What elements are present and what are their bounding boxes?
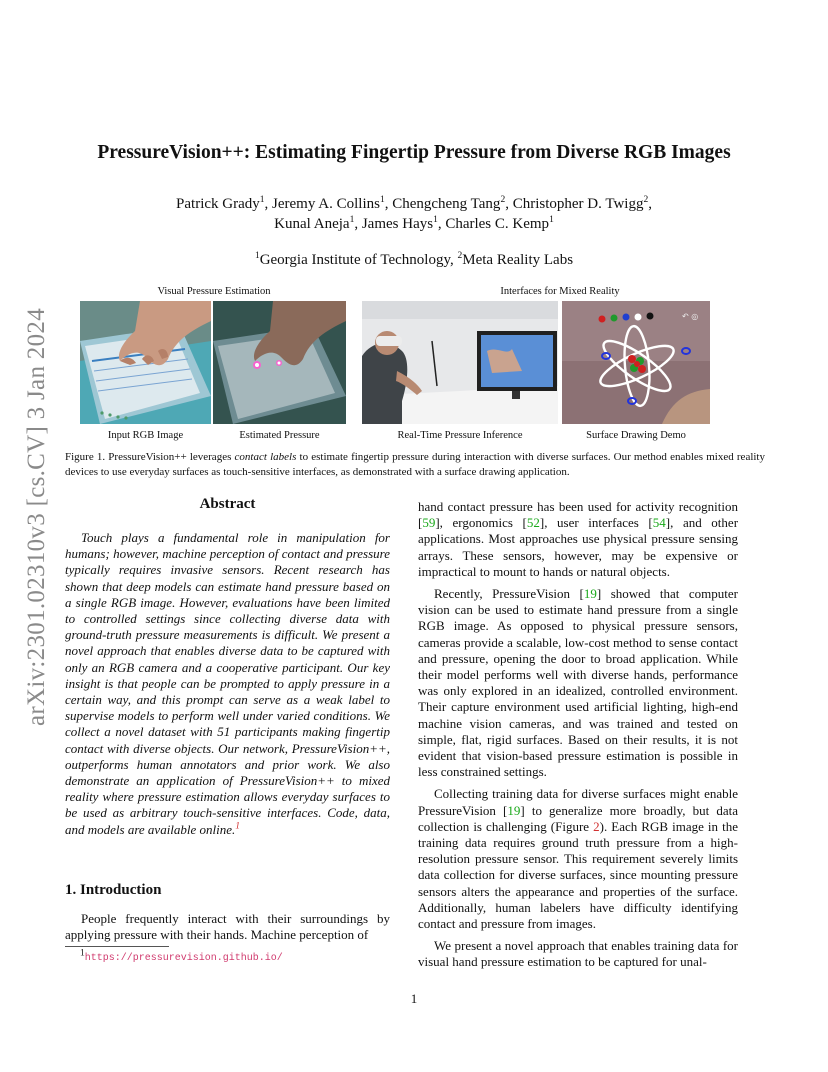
author: Patrick Grady$^1$, [176,195,273,212]
author-line-2 [90,214,738,234]
author: James Hays$^1$, [361,215,446,232]
surface-drawing-image [562,301,710,424]
estimated-pressure-image [213,301,346,424]
figure-caption: Figure 1. PressureVision++ leverages contact labels to estimate fingertip pressure during interaction with diverse surfaces. Our method enables mixed reality devices to use everyday surfaces as touch-sensitive interfaces, as demonstrated with a surface drawing application. [65,451,765,478]
arxiv-id: arXiv:2301.02310v3 [cs.CV] 3 Jan 2024 [23,308,50,726]
paragraph: Recently, PressureVision [19] showed that computer vision can be used to estimate hand pressure from a single RGB image. As opposed to physical pressure sensors, cameras provide a scalable, low-cost method to sense contact and pressure, opening the door to broad application. While their model performs well with diverse hands, performance was only explored in an idealized, controlled environment. Their capture environment used artificial lighting, high-end machine vision cameras, and was trained and tested on simple, flat, rigid surfaces. Based on their results, it is not evident that vision-based pressure estimation is possible in less constrained settings. [418,586,738,780]
panel-label: Input RGB Image [107,430,184,441]
citation-link[interactable]: 52 [526,515,540,531]
abstract-heading: Abstract [199,496,256,512]
abstract-body: Touch plays a fundamental role in manipulation for humans; however, machine perception of contact and pressure typically requires invasive sensors. Recent research has shown that deep models can estimate hand pressure based on a single RGB image. However, evaluations have been limited to controlled settings since collecting diverse data with ground-truth pressure measurements is difficult. We present a novel approach that enables diverse data to be captured with only an RGB camera and a cooperative participant. Our key insight is that people can be prompted to apply pressure in a certain way, and this prompt can serve as a weak label to supervise models to perform well under varied conditions. We collect a novel dataset with 51 participants making fingertip contact with diverse objects. Our network, PressureVision++, outperforms human annotators and prior work. We also demonstrate an application of PressureVision++ to mixed reality where pressure estimation allows everyday surfaces to be used as arbitrary touch-sensitive interfaces. Code, data, and models are available online.$^1$ [65,530,390,837]
section-heading: 1. Introduction [65,882,162,898]
affiliations: $^1$Georgia Institute of Technology, $^2$Meta Reality Labs [254,251,574,268]
footnote-url-link[interactable]: https://pressurevision.github.io/ [84,953,283,964]
panel-label: Surface Drawing Demo [586,430,686,441]
author: Charles C. Kemp$^1$ [445,215,554,232]
citation-link[interactable]: 59 [422,515,436,531]
figure-right-title: Interfaces for Mixed Reality [500,286,620,297]
figure-left-title: Visual Pressure Estimation [157,286,271,297]
right-column [418,499,738,971]
input-rgb-image [80,301,211,424]
author: Chengcheng Tang$^2$, [392,195,513,212]
footnote: $^1$https://pressurevision.github.io/ [80,948,283,964]
real-time-inference-image [362,301,558,424]
arxiv-stamp [18,297,56,737]
svg-text:↶ ◎: ↶ ◎ [682,312,699,321]
author: Kunal Aneja$^1$, [274,215,362,232]
panel-label: Real-Time Pressure Inference [397,430,523,441]
author: Christopher D. Twigg$^2$, [512,195,652,212]
author-list [90,194,738,234]
citation-link[interactable]: 54 [652,515,666,531]
author-line-1 [90,194,738,214]
paragraph: Collecting training data for diverse surfaces might enable PressureVision [19] to generalize more broadly, but data collection is challenging (Figure 2). Each RGB image in the training data requires ground truth pressure from a high-resolution pressure sensor. This requirement severely limits data collection for diverse surfaces, since mounting pressure sensors alters the appearance and properties of the surface. Additionally, human labelers have difficulty identifying contact and pressure from images. [418,786,739,932]
paragraph: hand contact pressure has been used for activity recognition [59], ergonomics [52], user interfaces [54], and other applications. Most approaches use physical pressure sensing arrays. These sensors, however, may be expensive or impractical to mount to hands or natural objects. [418,499,739,579]
intro-body: People frequently interact with their surroundings by applying pressure with their hands. Machine perception of [65,911,390,943]
citation-link[interactable]: 19 [507,802,521,818]
author: Jeremy A. Collins$^1$, [272,195,393,212]
paper-title: PressureVision++: Estimating Fingertip Pressure from Diverse RGB Images [97,142,731,163]
figure-ref-link[interactable]: 2 [593,818,600,834]
footnote-rule [65,946,169,947]
footnote-link[interactable]: 1 [235,821,241,832]
panel-label: Estimated Pressure [239,430,320,441]
citation-link[interactable]: 19 [583,586,597,602]
page-number: 1 [410,991,418,1006]
paragraph: We present a novel approach that enables training data for visual hand pressure estimation to be captured for unal- [418,938,738,970]
